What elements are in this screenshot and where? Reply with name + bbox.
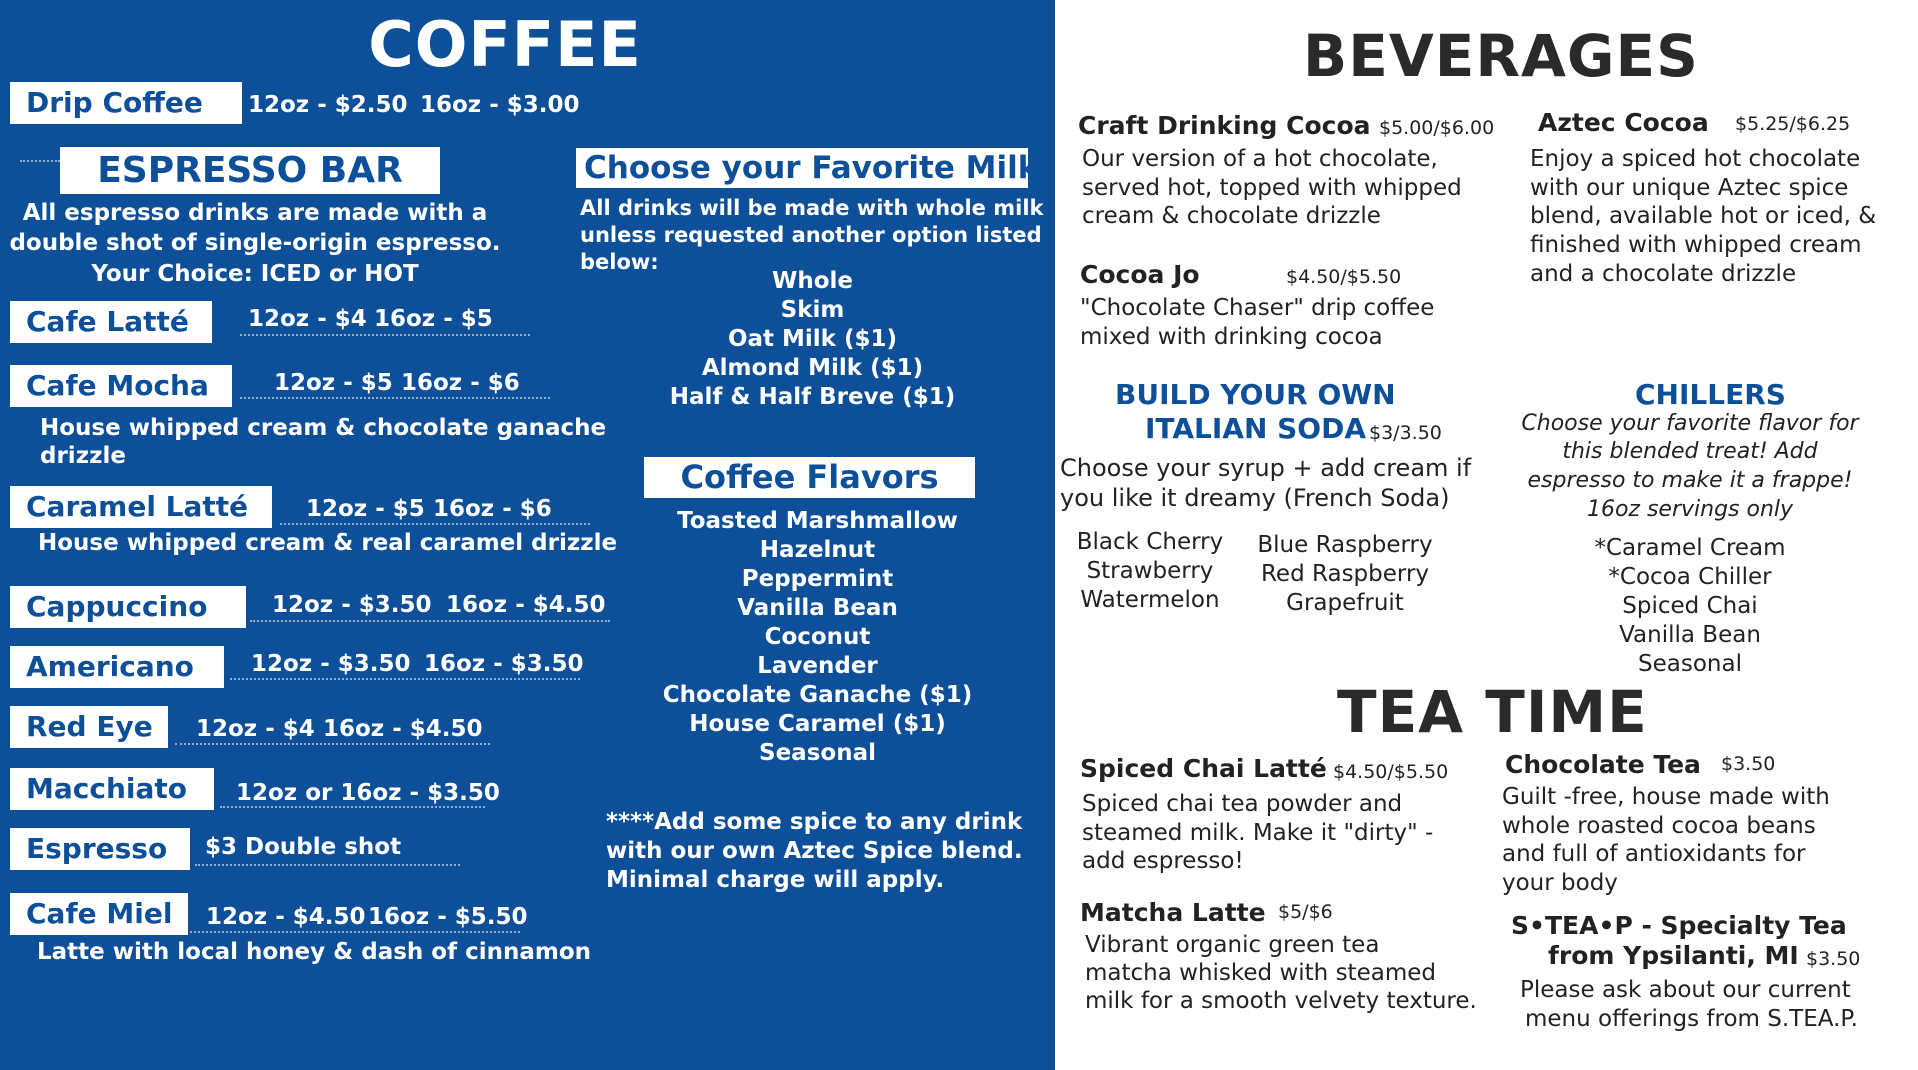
- spice-note-3: Minimal charge will apply.: [606, 867, 945, 893]
- steap-name-1: S•TEA•P - Specialty Tea: [1511, 911, 1847, 940]
- soda-flavors-col-2: [1255, 531, 1435, 618]
- milk-option: Skim: [780, 297, 845, 323]
- cafe-latte-price-16oz: 16oz - $5: [374, 306, 493, 332]
- divider: [220, 806, 485, 808]
- chai-latte-name: Spiced Chai Latté: [1080, 754, 1327, 783]
- steap-name-2: from Ypsilanti, MI: [1548, 941, 1799, 970]
- divider: [240, 334, 530, 336]
- chai-latte-price: $4.50/$5.50: [1333, 761, 1449, 783]
- espresso-bar-note-1: All espresso drinks are made with a: [22, 200, 488, 226]
- flavor-option: Toasted Marshmallow: [677, 508, 958, 534]
- caramel-latte-price-12oz: 12oz - $5: [306, 496, 425, 522]
- craft-cocoa-name: Craft Drinking Cocoa: [1078, 111, 1371, 140]
- caramel-latte-price-16oz: 16oz - $6: [433, 496, 552, 522]
- aztec-cocoa-description-3: blend, available hot or iced, &: [1530, 203, 1877, 229]
- chillers-note-2: this blended treat! Add: [1562, 439, 1818, 464]
- chiller-flavor: *Caramel Cream: [1594, 535, 1786, 561]
- espresso-bar-title: ESPRESSO BAR: [60, 147, 440, 194]
- cafe-mocha-label: Cafe Mocha: [10, 365, 232, 407]
- milk-options-list: [640, 267, 985, 412]
- cafe-miel-price-16oz: 16oz - $5.50: [368, 904, 528, 930]
- flavor-option: House Caramel ($1): [689, 711, 946, 737]
- macchiato-label: Macchiato: [10, 768, 214, 810]
- divider: [20, 160, 60, 162]
- chillers-flavors-list: [1575, 534, 1805, 679]
- espresso-bar-note-3: Your Choice: ICED or HOT: [91, 261, 419, 287]
- caramel-latte-description: House whipped cream & real caramel drizzle: [38, 530, 618, 556]
- flavor-option: Seasonal: [759, 740, 876, 766]
- soda-flavor: Grapefruit: [1286, 590, 1404, 616]
- milk-note-2: unless requested another option listed: [580, 223, 1042, 247]
- drip-coffee-price-12oz: 12oz - $2.50: [248, 92, 408, 118]
- americano-price-12oz: 12oz - $3.50: [251, 651, 411, 677]
- flavor-option: Vanilla Bean: [737, 595, 898, 621]
- divider: [280, 523, 590, 525]
- steap-description-1: Please ask about our current: [1520, 977, 1851, 1003]
- drip-coffee-price-16oz: 16oz - $3.00: [420, 92, 580, 118]
- beverages-panel: [1055, 0, 1918, 1070]
- matcha-latte-description-2: matcha whisked with steamed: [1085, 960, 1436, 986]
- flavor-option: Hazelnut: [759, 537, 876, 563]
- cafe-mocha-price-16oz: 16oz - $6: [401, 370, 520, 396]
- beverages-title: BEVERAGES: [1303, 22, 1699, 90]
- spice-note-1: ****Add some spice to any drink: [606, 809, 1023, 835]
- coffee-title: COFFEE: [368, 8, 642, 81]
- americano-label: Americano: [10, 646, 224, 688]
- milk-option: Whole: [771, 268, 854, 294]
- drip-coffee-label: Drip Coffee: [10, 82, 242, 124]
- cafe-mocha-description-1: House whipped cream & chocolate ganache: [40, 415, 607, 441]
- milk-note-3: below:: [580, 250, 659, 274]
- aztec-cocoa-description-1: Enjoy a spiced hot chocolate: [1530, 146, 1861, 172]
- divider: [230, 678, 580, 680]
- aztec-cocoa-description-5: and a chocolate drizzle: [1530, 261, 1797, 287]
- chiller-flavor: Vanilla Bean: [1619, 622, 1761, 648]
- divider: [240, 397, 550, 399]
- cocoa-jo-price: $4.50/$5.50: [1286, 266, 1402, 288]
- spice-note-2: with our own Aztec Spice blend.: [606, 838, 1023, 864]
- italian-soda-title-2: ITALIAN SODA: [1145, 412, 1367, 445]
- milk-title: Choose your Favorite Milk: [576, 148, 1028, 188]
- chocolate-tea-description-4: your body: [1502, 870, 1618, 896]
- milk-option: Almond Milk ($1): [701, 355, 924, 381]
- craft-cocoa-description-2: served hot, topped with whipped: [1082, 175, 1462, 201]
- chillers-note-4: 16oz servings only: [1586, 497, 1794, 522]
- cappuccino-price-16oz: 16oz - $4.50: [446, 592, 606, 618]
- chai-latte-description-2: steamed milk. Make it "dirty" -: [1082, 820, 1434, 846]
- divider: [175, 743, 490, 745]
- chocolate-tea-description-3: and full of antioxidants for: [1502, 841, 1806, 867]
- flavor-option: Lavender: [757, 653, 878, 679]
- flavors-title: Coffee Flavors: [644, 457, 975, 498]
- aztec-cocoa-price: $5.25/$6.25: [1735, 113, 1851, 135]
- milk-note-1: All drinks will be made with whole milk: [580, 196, 1044, 220]
- cocoa-jo-description-1: "Chocolate Chaser" drip coffee: [1080, 295, 1435, 321]
- aztec-cocoa-description-4: finished with whipped cream: [1530, 232, 1862, 258]
- soda-flavor: Blue Raspberry: [1257, 532, 1433, 558]
- aztec-cocoa-name: Aztec Cocoa: [1538, 108, 1709, 137]
- italian-soda-title-1: BUILD YOUR OWN: [1115, 378, 1396, 411]
- soda-flavor: Black Cherry: [1076, 529, 1224, 555]
- cafe-mocha-price-12oz: 12oz - $5: [274, 370, 393, 396]
- chiller-flavor: Spiced Chai: [1622, 593, 1758, 619]
- italian-soda-description-2: you like it dreamy (French Soda): [1060, 484, 1450, 512]
- milk-option: Half & Half Breve ($1): [669, 384, 956, 410]
- flavors-list: [640, 507, 995, 768]
- soda-flavors-col-1: [1075, 528, 1225, 615]
- cappuccino-price-12oz: 12oz - $3.50: [272, 592, 432, 618]
- divider: [190, 931, 520, 933]
- tea-time-title: TEA TIME: [1337, 678, 1648, 746]
- steap-description-2: menu offerings from S.TEA.P.: [1525, 1006, 1858, 1032]
- chillers-title: CHILLERS: [1635, 378, 1786, 411]
- milk-option: Oat Milk ($1): [727, 326, 898, 352]
- soda-flavor: Strawberry: [1086, 558, 1214, 584]
- italian-soda-description-1: Choose your syrup + add cream if: [1060, 454, 1472, 482]
- steap-price: $3.50: [1806, 948, 1861, 970]
- chai-latte-description-1: Spiced chai tea powder and: [1082, 791, 1403, 817]
- cafe-miel-label: Cafe Miel: [10, 893, 188, 935]
- chai-latte-description-3: add espresso!: [1082, 848, 1244, 874]
- caramel-latte-label: Caramel Latté: [10, 486, 272, 528]
- chiller-flavor: Seasonal: [1638, 651, 1742, 677]
- red-eye-price-16oz: 16oz - $4.50: [323, 716, 483, 742]
- divider: [250, 620, 610, 622]
- cafe-mocha-description-2: drizzle: [40, 443, 126, 469]
- aztec-cocoa-description-2: with our unique Aztec spice: [1530, 175, 1849, 201]
- chocolate-tea-name: Chocolate Tea: [1505, 750, 1701, 779]
- chiller-flavor: *Cocoa Chiller: [1608, 564, 1772, 590]
- chillers-note-1: Choose your favorite flavor for: [1521, 411, 1859, 436]
- matcha-latte-name: Matcha Latte: [1080, 898, 1266, 927]
- matcha-latte-price: $5/$6: [1278, 901, 1333, 923]
- red-eye-label: Red Eye: [10, 706, 168, 748]
- cappuccino-label: Cappuccino: [10, 586, 246, 628]
- chocolate-tea-description-2: whole roasted cocoa beans: [1502, 813, 1816, 839]
- cocoa-jo-description-2: mixed with drinking cocoa: [1080, 324, 1383, 350]
- espresso-bar-note-2: double shot of single-origin espresso.: [9, 230, 501, 256]
- cocoa-jo-name: Cocoa Jo: [1080, 260, 1200, 289]
- americano-price-16oz: 16oz - $3.50: [424, 651, 584, 677]
- flavor-option: Chocolate Ganache ($1): [662, 682, 973, 708]
- espresso-price: $3 Double shot: [205, 834, 402, 860]
- cafe-latte-price-12oz: 12oz - $4: [248, 306, 367, 332]
- chocolate-tea-price: $3.50: [1721, 753, 1776, 775]
- cafe-miel-price-12oz: 12oz - $4.50: [206, 904, 366, 930]
- soda-flavor: Watermelon: [1080, 587, 1220, 613]
- soda-flavor: Red Raspberry: [1260, 561, 1430, 587]
- cafe-miel-description: Latte with local honey & dash of cinnamon: [37, 939, 592, 965]
- chillers-note-3: espresso to make it a frappe!: [1527, 468, 1853, 493]
- matcha-latte-description-1: Vibrant organic green tea: [1085, 932, 1380, 958]
- divider: [195, 864, 460, 866]
- cafe-latte-label: Cafe Latté: [10, 301, 212, 343]
- flavor-option: Peppermint: [741, 566, 894, 592]
- italian-soda-price: $3/3.50: [1369, 422, 1442, 444]
- flavor-option: Coconut: [764, 624, 871, 650]
- matcha-latte-description-3: milk for a smooth velvety texture.: [1085, 988, 1477, 1014]
- craft-cocoa-description-3: cream & chocolate drizzle: [1082, 203, 1381, 229]
- craft-cocoa-description-1: Our version of a hot chocolate,: [1082, 146, 1438, 172]
- chocolate-tea-description-1: Guilt -free, house made with: [1502, 784, 1830, 810]
- craft-cocoa-price: $5.00/$6.00: [1379, 117, 1495, 139]
- macchiato-price: 12oz or 16oz - $3.50: [236, 780, 500, 806]
- espresso-label: Espresso: [10, 828, 190, 870]
- red-eye-price-12oz: 12oz - $4: [196, 716, 315, 742]
